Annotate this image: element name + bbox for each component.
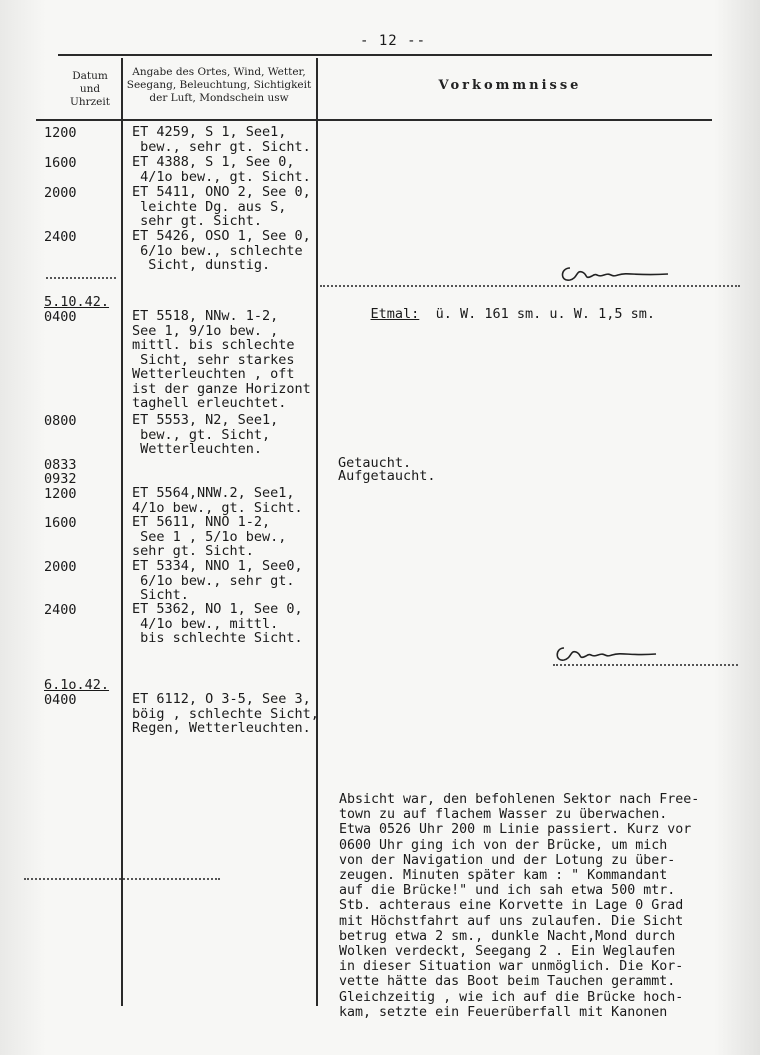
time-2400-b: 2400	[44, 602, 77, 618]
entry-1600-b: ET 5611, NNO 1-2, See 1 , 5/1o bew., sehr gt. Sicht.	[132, 514, 287, 559]
time-1600-a: 1600	[44, 155, 77, 171]
date-6-10-42: 6.1o.42.	[44, 677, 110, 693]
header-place-line-3: der Luft, Mondschein usw	[149, 92, 289, 104]
time-1600-b: 1600	[44, 515, 77, 531]
time-2400-a: 2400	[44, 229, 77, 245]
header-bottom-rule	[36, 119, 712, 121]
time-0800-b: 0800	[44, 413, 77, 429]
day-separator-dots-1	[46, 277, 116, 279]
etmal-line	[338, 292, 655, 336]
entry-2000-b: ET 5334, NNO 1, See0, 6/1o bew., sehr gt. Sicht.	[132, 558, 303, 603]
entry-1600-a: ET 4388, S 1, See 0, 4/1o bew., gt. Sicht.	[132, 154, 311, 185]
header-date-line-1: Datum	[72, 70, 108, 82]
header-top-rule	[58, 54, 712, 56]
time-0932-b: 0932	[44, 471, 77, 487]
margin-dots	[24, 878, 220, 880]
entry-2400-a: ET 5426, OSO 1, See 0, 6/1o bew., schlechte Sicht, dunstig.	[132, 228, 311, 273]
column-divider-date	[121, 58, 123, 1006]
event-aufgetaucht: Aufgetaucht.	[338, 468, 436, 484]
header-events-column: Vorkommnisse	[438, 78, 582, 93]
etmal-label: Etmal:	[370, 305, 420, 322]
time-0400-b: 0400	[44, 309, 77, 325]
header-date-line-3: Uhrzeit	[70, 96, 110, 108]
entry-0400-b: ET 5518, NNw. 1-2, See 1, 9/1o bew. , mittl. bis schlechte Sicht, sehr starkes Wetterleuchten , oft ist der ganze Horizont taghell erleuchtet.	[132, 308, 311, 411]
date-5-10-42: 5.10.42.	[44, 294, 110, 310]
etmal-text: ü. W. 161 sm. u. W. 1,5 sm.	[435, 305, 656, 322]
entry-0800-b: ET 5553, N2, See1, bew., gt. Sicht, Wetterleuchten.	[132, 412, 279, 457]
commander-signature-2	[552, 640, 662, 666]
entry-1200-b: ET 5564,NNW.2, See1, 4/1o bew., gt. Sicht.	[132, 485, 303, 516]
entry-2400-b: ET 5362, NO 1, See 0, 4/1o bew., mittl. bis schlechte Sicht.	[132, 601, 303, 646]
time-1200-b: 1200	[44, 486, 77, 502]
entry-1200-a: ET 4259, S 1, See1, bew., sehr gt. Sicht.	[132, 124, 311, 155]
page-number: - 12 --	[360, 33, 427, 49]
header-date-column	[60, 70, 120, 109]
header-place-line-1: Angabe des Ortes, Wind, Wetter,	[132, 66, 306, 78]
header-place-column	[123, 66, 315, 105]
commander-signature-1	[556, 258, 676, 286]
entry-0400-c: ET 6112, O 3-5, See 3, böig , schlechte Sicht, Regen, Wetterleuchten.	[132, 691, 319, 736]
time-1200-a: 1200	[44, 125, 77, 141]
day-separator-dots-1b	[320, 285, 740, 287]
narrative-text: Absicht war, den befohlenen Sektor nach Free- town zu auf flachem Wasser zu überwachen. Etwa 0526 Uhr 200 m Linie passiert. Kurz vor 0600 Uhr ging ich von der Brücke, um mich von der Navigation und der Lotung zu über- zeugen. Minuten später kam : " Kommandant auf die Brücke!" und ich sah etwa 500 mtr. Stb. achteraus eine Korvette in Lage 0 Grad mit Höchstfahrt auf uns zulaufen. Die Sicht betrug etwa 2 sm., dunkle Nacht,Mond durch Wolken verdeckt, Seegang 2 . Ein Weglaufen in dieser Situation war unmöglich. Die Kor- vette hätte das Boot beim Tauchen gerammt. Gleichzeitig , wie ich auf die Brücke hoch- kam, setzte ein Feuerüberfall mit Kanonen	[339, 792, 700, 1020]
entry-2000-a: ET 5411, ONO 2, See 0, leichte Dg. aus S, sehr gt. Sicht.	[132, 184, 311, 229]
time-0833-b: 0833	[44, 457, 77, 473]
time-2000-b: 2000	[44, 559, 77, 575]
header-date-line-2: und	[79, 83, 101, 95]
header-place-line-2: Seegang, Beleuchtung, Sichtigkeit	[126, 79, 312, 91]
event-getaucht: Getaucht.	[338, 455, 412, 471]
time-2000-a: 2000	[44, 185, 77, 201]
time-0400-c: 0400	[44, 692, 77, 708]
